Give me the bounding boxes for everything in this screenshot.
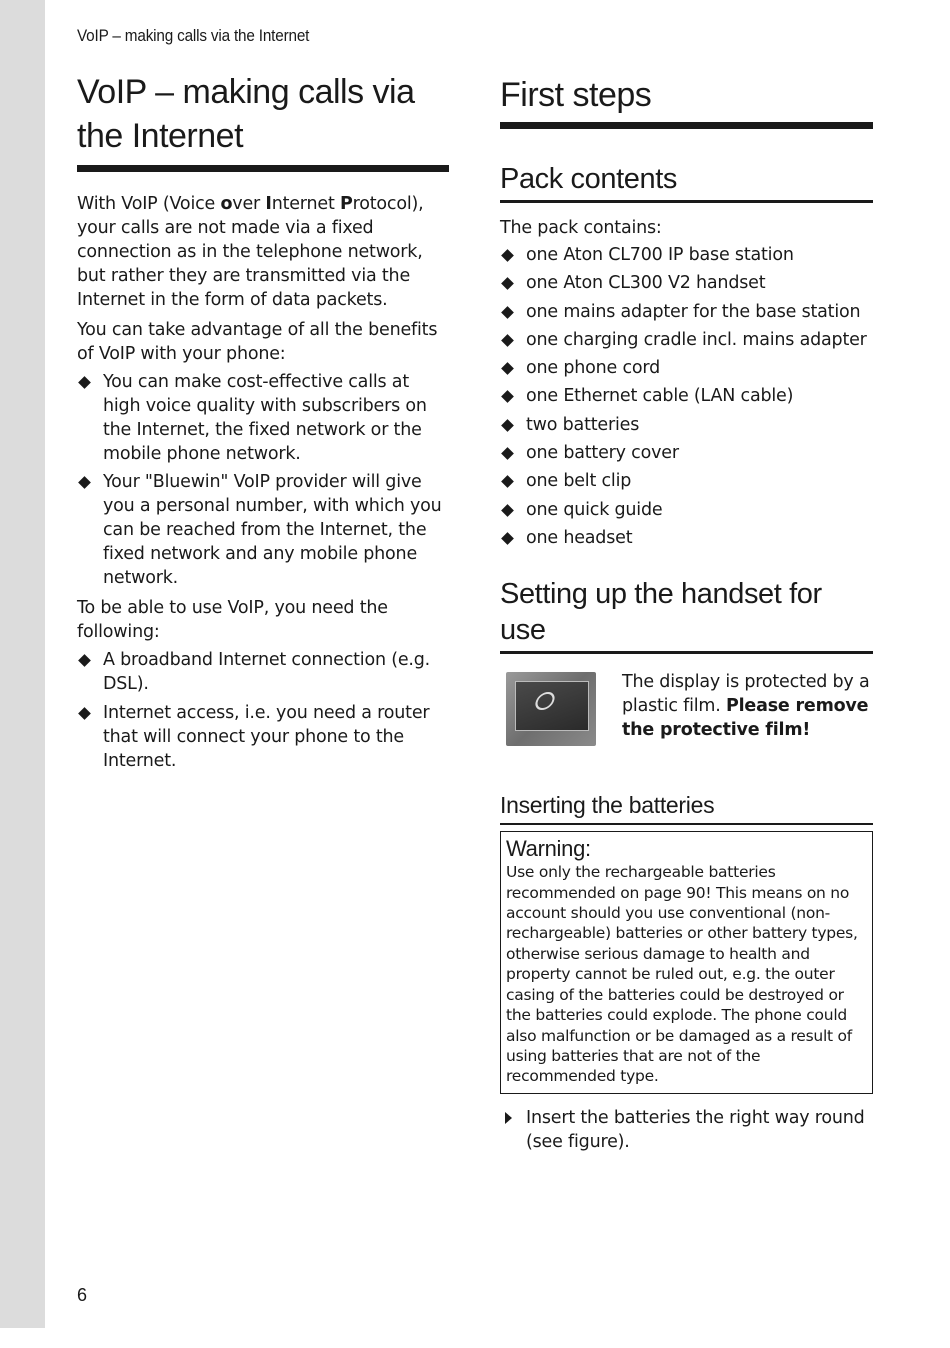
- diamond-bullet-icon: [501, 476, 514, 489]
- list-item-text: one phone cord: [526, 358, 660, 379]
- diamond-bullet-icon: [501, 334, 514, 347]
- list-item-text: one headset: [526, 527, 633, 548]
- diamond-bullet-icon: [501, 391, 514, 404]
- list-item-text: Your "Bluewin" VoIP provider will give you a personal number, with which you can be reached from the Internet, the fixed network and any mobile phone network.: [103, 472, 442, 588]
- display-screen: [515, 681, 589, 731]
- requirements-intro: To be able to use VoIP, you need the following:: [77, 598, 388, 642]
- protective-film-note: [500, 670, 873, 746]
- list-item: [500, 411, 873, 439]
- list-item-text: You can make cost-effective calls at high voice quality with subscribers on the Internet, the fixed network or the mobile phone network.: [103, 372, 427, 464]
- list-item: [77, 370, 449, 466]
- subheading-rule: [500, 651, 873, 654]
- list-item: [500, 467, 873, 495]
- left-column: [77, 70, 449, 773]
- diamond-bullet-icon: [78, 376, 91, 389]
- subheading-rule: [500, 823, 873, 825]
- warning-text: Use only the rechargeable batteries recommended on page 90! This means on no account should you use conventional (non-rechargeable) batteries or other battery types, otherwise serious damage to health and property cannot be ruled out, e.g. the outer casing of the batteries could be destroyed or the batteries could explode. The phone could also malfunction or be damaged as a result of using batteries that are not of the recommended type.: [506, 863, 858, 1086]
- diamond-bullet-icon: [501, 306, 514, 319]
- list-item: [77, 701, 449, 773]
- list-item-text: two batteries: [526, 414, 640, 435]
- intro-bold-i: I: [265, 194, 272, 214]
- diamond-bullet-icon: [501, 532, 514, 545]
- subheading-pack-contents: Pack contents: [500, 163, 677, 195]
- list-item: [500, 382, 873, 410]
- step-text: Insert the batteries the right way round (see figure).: [526, 1107, 865, 1152]
- list-item: [500, 298, 873, 326]
- intro-bold-o: o: [220, 194, 233, 214]
- film-text-bold: Please remove the protective film!: [622, 696, 869, 741]
- list-item-text: one charging cradle incl. mains adapter: [526, 329, 867, 350]
- list-item-text: one Aton CL700 IP base station: [526, 245, 794, 265]
- benefits-intro: You can take advantage of all the benefits of VoIP with your phone:: [77, 320, 438, 364]
- right-column: [500, 70, 873, 1154]
- page-margin-strip: [0, 0, 45, 1328]
- diamond-bullet-icon: [501, 362, 514, 375]
- list-item-text: one mains adapter for the base station: [526, 301, 861, 322]
- intro-text: ver: [232, 194, 266, 214]
- film-text: [622, 670, 873, 746]
- heading-line-2: the Internet: [77, 117, 244, 155]
- subheading-setting-up: Setting up the handset for use: [500, 578, 822, 647]
- diamond-bullet-icon: [501, 277, 514, 290]
- page-number: 6: [77, 1285, 88, 1305]
- diamond-bullet-icon: [501, 419, 514, 432]
- heading-line-1: VoIP – making calls via: [77, 73, 415, 111]
- list-item-text: Internet access, i.e. you need a router that will connect your phone to the Internet.: [103, 703, 430, 771]
- list-item: [500, 241, 873, 269]
- step-arrow-icon: [505, 1112, 512, 1124]
- list-item-text: one quick guide: [526, 499, 663, 520]
- intro-bold-p: P: [339, 194, 353, 214]
- diamond-bullet-icon: [501, 504, 514, 517]
- list-item: [77, 648, 449, 696]
- list-item: [500, 354, 873, 382]
- list-item: [500, 326, 873, 354]
- diamond-bullet-icon: [501, 249, 514, 262]
- running-head: VoIP – making calls via the Internet: [77, 26, 310, 45]
- list-item: [500, 269, 873, 297]
- diamond-bullet-icon: [78, 654, 91, 667]
- benefits-list: [77, 370, 449, 590]
- list-item: [500, 496, 873, 524]
- handset-display-film-image: [506, 672, 596, 746]
- list-item-text: one battery cover: [526, 443, 679, 464]
- pack-intro: The pack contains:: [500, 218, 662, 238]
- section-heading-first-steps: First steps: [500, 76, 652, 114]
- section-heading-voip: [77, 70, 449, 158]
- heading-rule: [77, 165, 449, 172]
- diamond-bullet-icon: [78, 476, 91, 489]
- requirements-list: [77, 648, 449, 773]
- list-item: [500, 524, 873, 552]
- intro-text: nternet: [271, 194, 340, 214]
- film-text-normal: The display is protected by a plastic film.: [622, 672, 870, 717]
- warning-box: [500, 831, 873, 1093]
- list-item-text: one belt clip: [526, 471, 632, 492]
- intro-paragraph: [77, 192, 449, 312]
- subheading-rule: [500, 200, 873, 203]
- diamond-bullet-icon: [78, 707, 91, 720]
- list-item: [500, 439, 873, 467]
- subheading-inserting-batteries: Inserting the batteries: [500, 792, 715, 819]
- heading-rule: [500, 122, 873, 129]
- instruction-step: [500, 1106, 873, 1154]
- intro-text: With VoIP (Voice: [77, 194, 221, 214]
- pack-contents-list: [500, 241, 873, 552]
- list-item-text: one Aton CL300 V2 handset: [526, 273, 766, 294]
- list-item-text: A broadband Internet connection (e.g. DSL).: [103, 650, 431, 694]
- list-item-text: one Ethernet cable (LAN cable): [526, 386, 794, 407]
- diamond-bullet-icon: [501, 447, 514, 460]
- intro-text: rotocol), your calls are not made via a fixed connection as in the telephone network, but rather they are transmitted via the Internet in the form of data packets.: [77, 194, 424, 310]
- warning-title: Warning:: [506, 836, 591, 862]
- list-item: [77, 470, 449, 590]
